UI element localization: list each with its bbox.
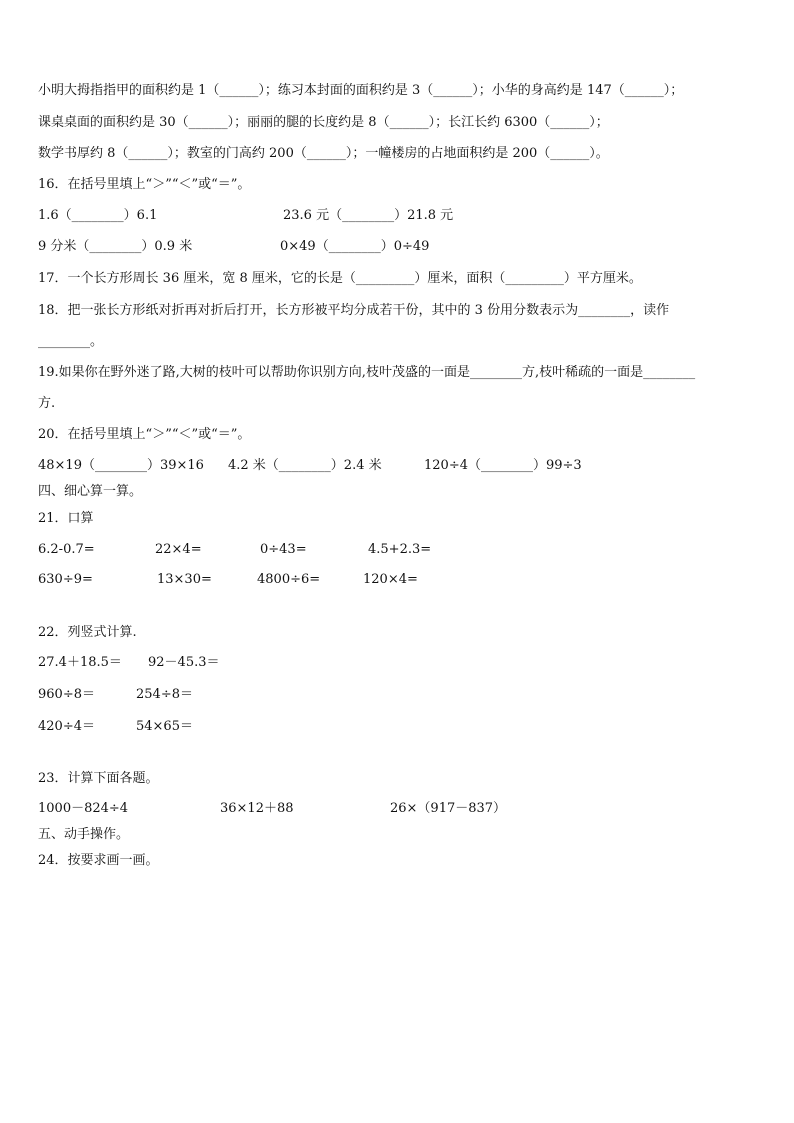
q19-line-1: 19.如果你在野外迷了路,大树的枝叶可以帮助你识别方向,枝叶茂盛的一面是________方,枝叶稀疏的一面是________ bbox=[38, 365, 696, 380]
q22-row1-item-2: 92－45.3＝ bbox=[148, 655, 220, 670]
q22-row1-item-1: 27.4＋18.5＝ bbox=[38, 655, 122, 670]
section-4-title: 四、细心算一算。 bbox=[38, 484, 143, 499]
q23-item-1: 1000－824÷4 bbox=[38, 801, 129, 816]
q16-item-2: 23.6 元（________）21.8 元 bbox=[283, 208, 454, 223]
q20-item-1: 48×19（________）39×16 bbox=[38, 458, 204, 473]
q21-row1-item-1: 6.2-0.7= bbox=[38, 542, 95, 557]
q20-item-3: 120÷4（________）99÷3 bbox=[424, 458, 582, 473]
q16-item-3: 9 分米（________）0.9 米 bbox=[38, 239, 193, 254]
q19-line-2: 方. bbox=[38, 396, 56, 411]
q15-line-2: 课桌桌面的面积约是 30（______）；丽丽的腿的长度约是 8（______）；长江长约 6300（______）； bbox=[38, 115, 609, 130]
q20-item-2: 4.2 米（________）2.4 米 bbox=[228, 458, 382, 473]
q21-title: 21．口算 bbox=[38, 511, 94, 526]
q16-title: 16．在括号里填上“＞”“＜”或“＝”。 bbox=[38, 177, 251, 192]
q21-row2-item-3: 4800÷6= bbox=[257, 572, 321, 587]
q21-row2-item-2: 13×30= bbox=[157, 572, 212, 587]
q15-line-3: 数学书厚约 8（______）；教室的门高约 200（______）；一幢楼房的占地面积约是 200（______）。 bbox=[38, 146, 609, 161]
q21-row1-item-2: 22×4= bbox=[155, 542, 202, 557]
q17-text: 17．一个长方形周长 36 厘米，宽 8 厘米，它的长是（_________）厘米，面积（_________）平方厘米。 bbox=[38, 271, 642, 286]
section-5-title: 五、动手操作。 bbox=[38, 827, 130, 842]
q24-title: 24．按要求画一画。 bbox=[38, 853, 159, 868]
q16-item-1: 1.6（________）6.1 bbox=[38, 208, 158, 223]
q22-row2-item-2: 254÷8＝ bbox=[136, 687, 193, 702]
q18-line-2: ________。 bbox=[38, 334, 104, 349]
q21-row2-item-4: 120×4= bbox=[363, 572, 418, 587]
q21-row1-item-4: 4.5+2.3= bbox=[368, 542, 432, 557]
q16-item-4: 0×49（________）0÷49 bbox=[280, 239, 430, 254]
q23-title: 23．计算下面各题。 bbox=[38, 771, 159, 786]
q22-row2-item-1: 960÷8＝ bbox=[38, 687, 95, 702]
q23-item-3: 26×（917－837） bbox=[390, 801, 507, 816]
q22-title: 22．列竖式计算. bbox=[38, 625, 137, 640]
q20-title: 20．在括号里填上“＞”“＜”或“＝”。 bbox=[38, 427, 251, 442]
q18-line-1: 18．把一张长方形纸对折再对折后打开，长方形被平均分成若干份，其中的 3 份用分数表示为________，读作 bbox=[38, 303, 670, 318]
q21-row2-item-1: 630÷9= bbox=[38, 572, 93, 587]
q23-item-2: 36×12＋88 bbox=[220, 801, 294, 816]
q22-row3-item-1: 420÷4＝ bbox=[38, 719, 95, 734]
q21-row1-item-3: 0÷43= bbox=[260, 542, 307, 557]
q22-row3-item-2: 54×65＝ bbox=[136, 719, 193, 734]
q15-line-1: 小明大拇指指甲的面积约是 1（______）；练习本封面的面积约是 3（______）；小华的身高约是 147（______）； bbox=[38, 83, 684, 98]
